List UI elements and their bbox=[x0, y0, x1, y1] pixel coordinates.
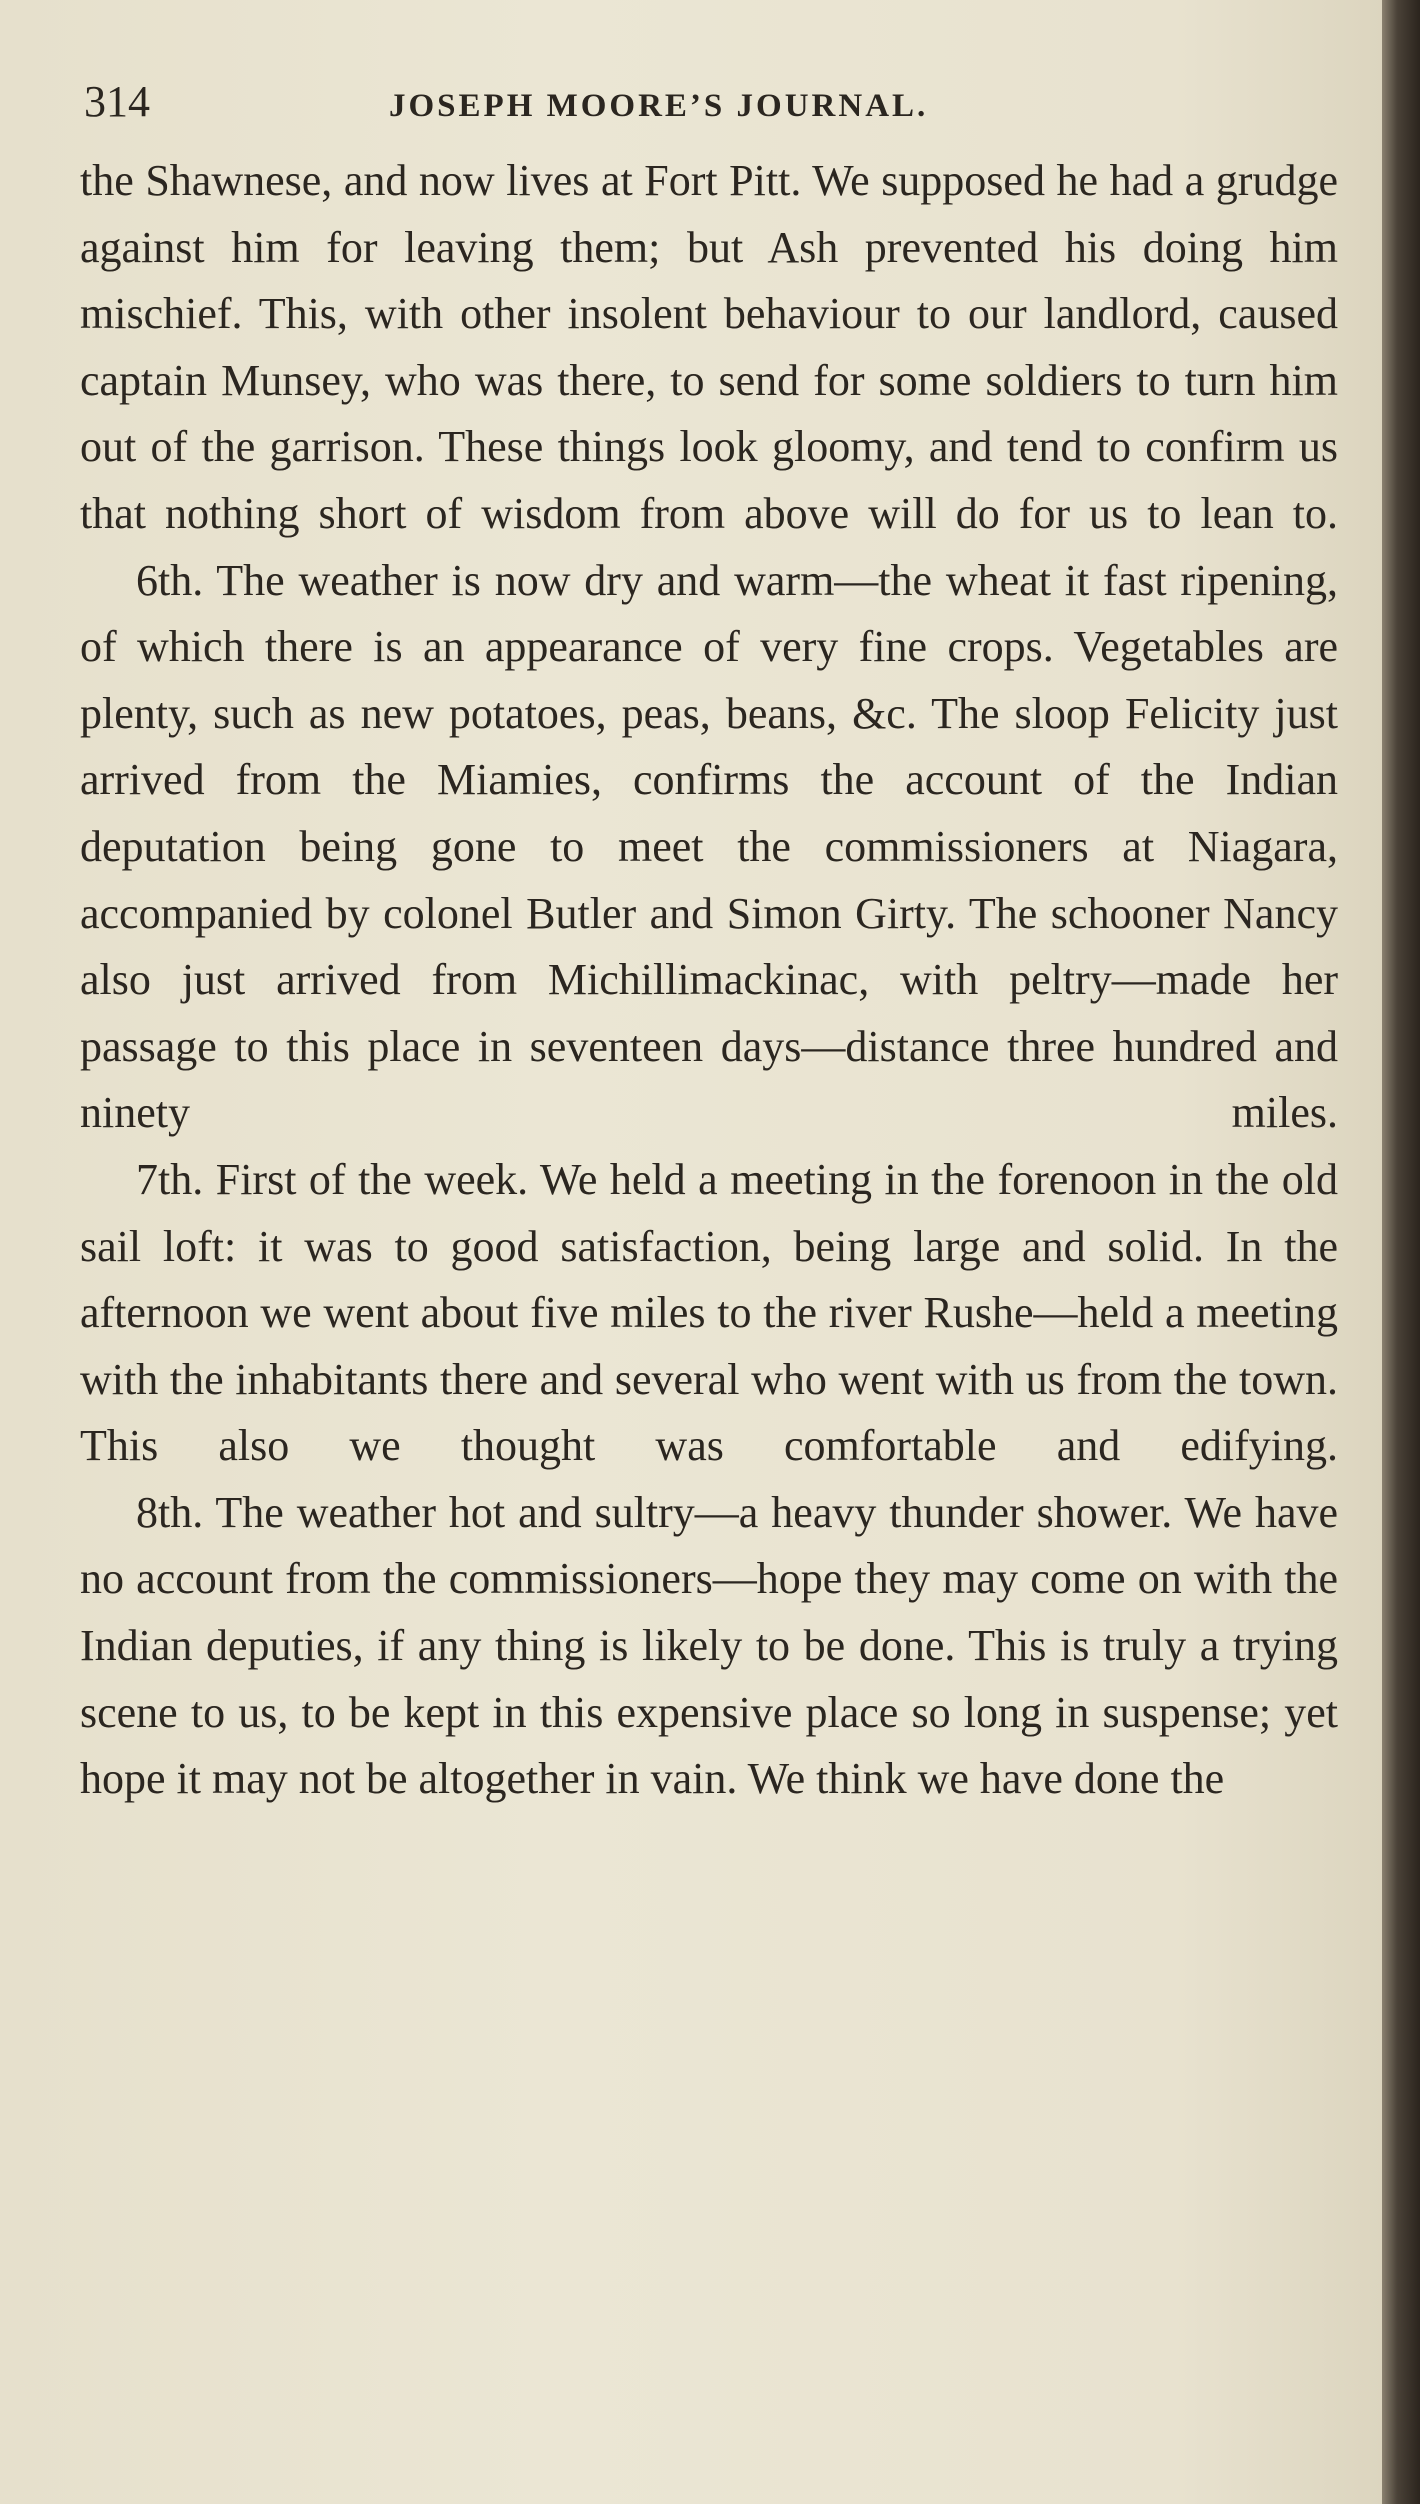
paragraph-7th: 7th. First of the week. We held a meeting in the forenoon in the old sail loft: it was to good satisfaction, being large and solid. In the afternoon we went about five miles to the river Rushe—held a meeting with the inhabitants there and several who went with us from the town. This also we thought was comfortable and edifying. bbox=[80, 1154, 1338, 1471]
paragraph-6th: 6th. The weather is now dry and warm—the wheat it fast ripening, of which there is an appearance of very fine crops. Vegetables are plenty, such as new potatoes, peas, beans, &c. The sloop Felicity just arrived from the Miamies, confirms the account of the Indian deputation being gone to meet the commissioners at Niagara, accompanied by colonel Butler and Simon Girty. The schooner Nancy also just arrived from Michillimackinac, with peltry—made her passage to this place in seventeen days—distance three hundred and ninety miles. bbox=[80, 555, 1338, 1138]
book-spine-edge bbox=[1382, 0, 1420, 2504]
body-text bbox=[80, 148, 1338, 1813]
page-number: 314 bbox=[84, 77, 150, 126]
paragraph-continuation: the Shawnese, and now lives at Fort Pitt. We supposed he had a grudge against him for leaving them; but Ash prevented his doing him mischief. This, with other insolent behaviour to our landlord, caused captain Munsey, who was there, to send for some soldiers to turn him out of the garrison. These things look gloomy, and tend to confirm us that nothing short of wisdom from above will do for us to lean to. bbox=[80, 156, 1338, 538]
page-header bbox=[84, 72, 1324, 132]
paragraph-8th: 8th. The weather hot and sultry—a heavy thunder shower. We have no account from the commissioners—hope they may come on with the Indian deputies, if any thing is likely to be done. This is truly a trying scene to us, to be kept in this expensive place so long in suspense; yet hope it may not be altogether in vain. We think we have done the bbox=[80, 1487, 1338, 1804]
running-title: JOSEPH MOORE’S JOURNAL. bbox=[389, 88, 929, 124]
